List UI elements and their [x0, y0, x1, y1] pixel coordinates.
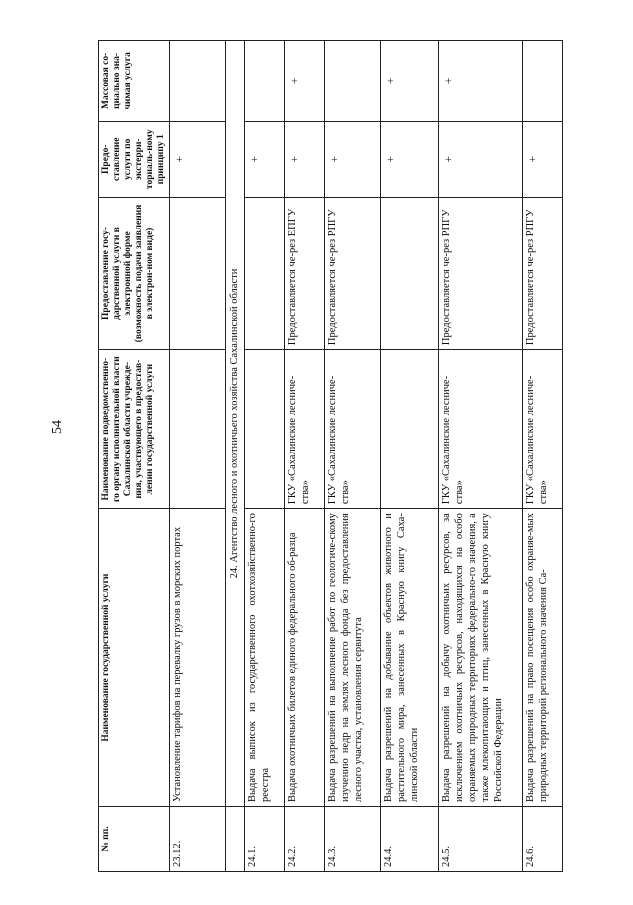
- row-name: Выдача разрешений на выполнение работ по геологиче-скому изучению недр на землях лесного фонда без предоставления лесного участка, установления сервитута: [325, 509, 381, 807]
- header-electronic: Предоставление госу-дарственной услуги в электронной форме (возможность подачи заявления в электрон-ном виде): [99, 197, 170, 349]
- row-name: Выдача охотничьих билетов единого федерального об-разца: [285, 509, 325, 807]
- row-name: Выдача разрешений на право посещения особо охраняе-мых природных территорий регионального значения Са-: [523, 509, 563, 807]
- row-name: Выдача разрешений на добывание объектов животного и растительного мира, занесенных в Красную книгу Саха-линской области: [381, 509, 439, 807]
- table-row: [285, 41, 325, 872]
- row-num: 24.4.: [381, 807, 439, 872]
- table-row: [523, 41, 563, 872]
- row-org: [381, 350, 439, 509]
- row-electronic: [381, 197, 439, 349]
- header-num: № пп.: [99, 807, 170, 872]
- row-num: 24.1.: [245, 807, 285, 872]
- row-extraterritorial: +: [523, 121, 563, 197]
- row-mass: [169, 41, 225, 122]
- row-electronic: Предоставляется че-рез РПГУ: [439, 197, 523, 349]
- row-org: ГКУ «Сахалинские лесниче-ства»: [439, 350, 523, 509]
- row-extraterritorial: +: [439, 121, 523, 197]
- row-mass: +: [381, 41, 439, 122]
- table-row: [169, 41, 225, 872]
- row-org: [169, 350, 225, 509]
- row-mass: [523, 41, 563, 122]
- row-mass: +: [285, 41, 325, 122]
- table-row: [245, 41, 285, 872]
- row-num: 24.5.: [439, 807, 523, 872]
- row-extraterritorial: +: [325, 121, 381, 197]
- row-electronic: [245, 197, 285, 349]
- row-org: ГКУ «Сахалинские лесниче-ства»: [285, 350, 325, 509]
- row-electronic: Предоставляется че-рез РПГУ: [325, 197, 381, 349]
- row-extraterritorial: +: [245, 121, 285, 197]
- row-extraterritorial: +: [381, 121, 439, 197]
- row-mass: [325, 41, 381, 122]
- row-electronic: Предоставляется че-рез РПГУ: [523, 197, 563, 349]
- row-num: 24.2.: [285, 807, 325, 872]
- row-extraterritorial: +: [285, 121, 325, 197]
- header-mass: Массовая со-циально зна-чимая услуга: [99, 41, 170, 122]
- page-number: 54: [50, 420, 65, 434]
- section-title: 24. Агентство лесного и охотничьего хозяйства Сахалинской области: [225, 41, 245, 807]
- row-num: 24.6.: [523, 807, 563, 872]
- table-row: [439, 41, 523, 872]
- table-row: [325, 41, 381, 872]
- row-org: ГКУ «Сахалинские лесниче-ства»: [523, 350, 563, 509]
- row-num: 23.12.: [169, 807, 225, 872]
- row-mass: [245, 41, 285, 122]
- row-name: Установление тарифов на перевалку грузов в морских портах: [169, 509, 225, 807]
- row-name: Выдача выписок из государственного охотхозяйственно-го реестра: [245, 509, 285, 807]
- rotated-table-wrapper: [98, 40, 598, 872]
- services-table: [98, 40, 563, 872]
- header-name: Наименование государственной услуги: [99, 509, 170, 807]
- header-extraterritorial: Предо-ставление услуги по экстерри-ториаль-ному принципу 1: [99, 121, 170, 197]
- row-org: ГКУ «Сахалинские лесниче-ства»: [325, 350, 381, 509]
- row-mass: +: [439, 41, 523, 122]
- row-num: 24.3.: [325, 807, 381, 872]
- header-org: Наименование подведомственно-го органу исполнительной власти Сахалинской области учрежде-ния, участвующего в предостав-лении государственной услуги: [99, 350, 170, 509]
- row-electronic: Предоставляется че-рез ЕПГУ: [285, 197, 325, 349]
- row-name: Выдача разрешений на добычу охотничьих ресурсов, за исключением охотничьих ресурсов, находящихся на особо охраняемых природных территориях федерально-го значения, а также млекопитающих и птиц, занесенных в Красную книгу Российской Федерации: [439, 509, 523, 807]
- row-extraterritorial: +: [169, 121, 225, 197]
- row-org: [245, 350, 285, 509]
- table-row: [381, 41, 439, 872]
- row-electronic: [169, 197, 225, 349]
- section-row: [225, 41, 245, 872]
- table-header-row: [99, 41, 170, 872]
